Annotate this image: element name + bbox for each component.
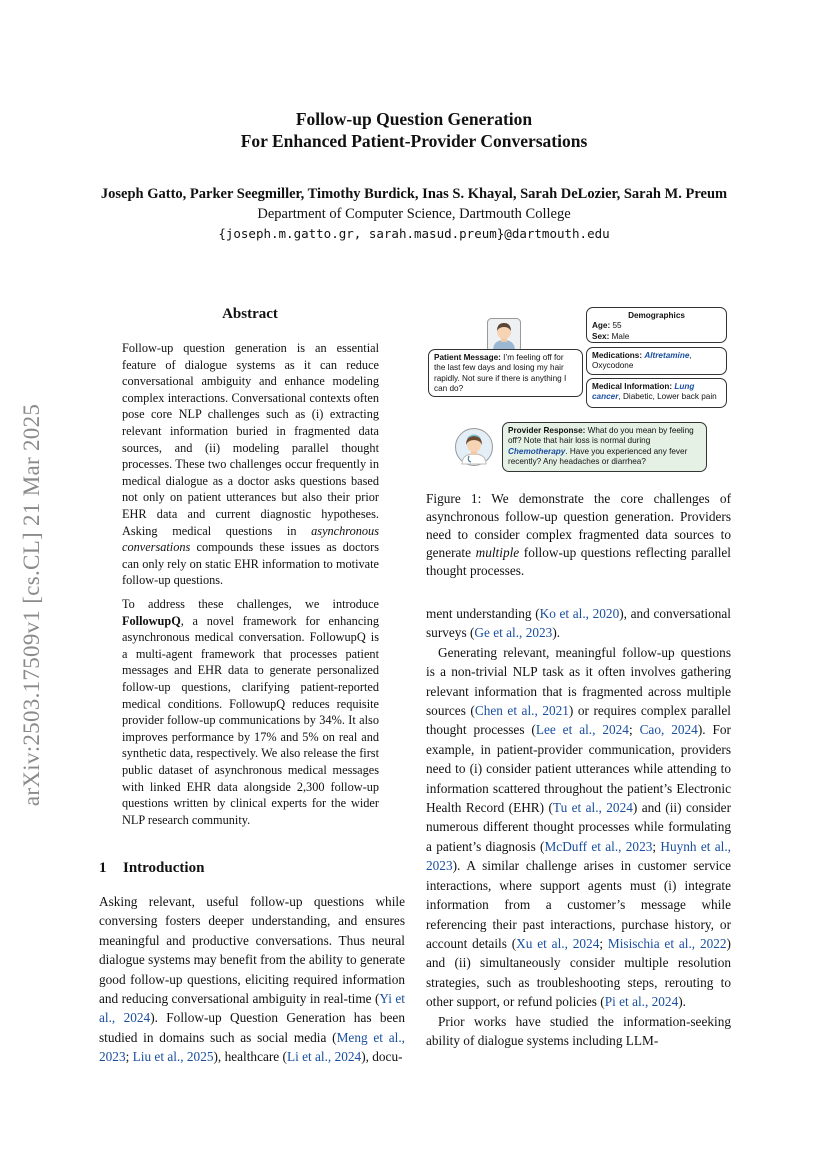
medication-keyword: Altretamine [644, 351, 690, 360]
section-title: Introduction [123, 860, 205, 876]
treatment-keyword: Chemotherapy [508, 446, 566, 456]
body-text: ) and (ii) consider numerous different thought processes while formulating a patient’s diagnosis ( [426, 800, 731, 854]
framework-name: FollowupQ [122, 613, 181, 628]
caption-text: Figure 1: We demonstrate the core challenges of asynchronous follow-up question generation. Providers need to consider complex fragmented data sources to generate [426, 491, 731, 560]
arxiv-stamp-text: arXiv:2503.17509v1 [cs.CL] 21 Mar 2025 [19, 403, 44, 807]
abstract-paragraph-2 [122, 596, 379, 828]
medical-information-text: , Diabetic, Lower back pain [618, 392, 717, 402]
provider-response-box [502, 422, 707, 472]
citation-link[interactable]: Xu et al., 2024 [516, 935, 600, 951]
medical-information-box [586, 378, 727, 408]
author-list: Joseph Gatto, Parker Seegmiller, Timothy Burdick, Inas S. Khayal, Sarah DeLozier, Sarah M. Preum [100, 186, 728, 202]
affiliation: Department of Computer Science, Dartmouth College [257, 206, 571, 222]
right-column-text [426, 604, 731, 1050]
citation-link[interactable]: Pi et al., 2024 [604, 994, 679, 1010]
body-text: ; [652, 838, 661, 854]
provider-response-label: Provider Response: [508, 426, 586, 435]
citation-link[interactable]: McDuff et al., 2023 [544, 838, 653, 854]
body-text: ). [678, 994, 686, 1010]
title-line-2: For Enhanced Patient-Provider Conversations [240, 131, 588, 151]
citation-link[interactable]: Meng et al., 2023 [99, 1029, 405, 1065]
citation-link[interactable]: Misischia et al., 2022 [607, 935, 727, 951]
medical-information-label: Medical Information: [592, 382, 673, 391]
abstract-heading: Abstract [222, 306, 278, 322]
citation-link[interactable]: Ge et al., 2023 [474, 625, 553, 641]
abstract-paragraph-1 [122, 340, 379, 589]
age-value: 55 [610, 321, 622, 331]
sex-row [592, 332, 721, 342]
age-label: Age: [592, 321, 611, 331]
arxiv-stamp [12, 360, 52, 850]
provider-response-text: What do you mean by feeling off? Note that hair loss is normal during [508, 426, 694, 446]
citation-link[interactable]: Li et al., 2024 [286, 1049, 362, 1065]
section-heading-introduction [99, 860, 204, 877]
citation-link[interactable]: Liu et al., 2025 [132, 1049, 214, 1065]
abstract-text: , a novel framework for enhancing asynchronous medical conversation. FollowupQ is a multi-agent framework that processes patient messages and EHR data to generate personalized follow-up questions, clarifying patient-reported medical conditions. FollowupQ reduces requisite provider follow-up communications by 34%. It also improves performance by 17% and 5% on real and synthetic data, respectively. We also release the first public dataset of asynchronous medical messages with linked EHR data alongside 2,300 follow-up questions written by clinical experts for the wider NLP research community. [122, 613, 379, 827]
body-text: ). A similar challenge arises in customer service interactions, where support agents must (i) integrate information from a customer’s message while referencing their past interactions, purchase history, or account details ( [426, 858, 731, 951]
body-text: ). For example, in patient-provider communication, providers need to (i) consider patient utterances while attending to information scattered throughout the patient’s Electronic Health Record (EHR) ( [426, 722, 731, 816]
body-text: ) and (ii) simultaneously consider multiple resolution strategies, such as troubleshooting steps, rerouting to other support, or refund policies ( [426, 935, 731, 1010]
abstract-text: To address these challenges, we introduce [122, 597, 379, 611]
citation-link[interactable]: Huynh et al., 2023 [426, 838, 731, 874]
section-number: 1 [99, 860, 107, 876]
citation-link[interactable]: Tu et al., 2024 [552, 800, 633, 816]
intro-paragraph [99, 892, 405, 1067]
body-text: ), and conversational surveys ( [426, 606, 731, 641]
body-text: ment understanding ( [426, 606, 540, 621]
patient-message-label: Patient Message: [434, 353, 501, 362]
provider-avatar-icon [455, 428, 493, 466]
caption-text: follow-up questions reflecting parallel thought processes. [426, 545, 731, 578]
age-row [592, 321, 721, 331]
medications-box [586, 347, 727, 375]
body-text: Asking relevant, useful follow-up questions while conversing fosters deeper understanding, and ensures meaningful and productive conversations. Thus neural dialogue systems may benefit from the ability to generate good follow-up questions, eliciting required information and reducing conversational ambiguity in real-time ( [99, 894, 405, 1007]
demographics-box [586, 307, 727, 343]
abstract-text: compounds these issues as doctors can only rely on static EHR information to motivate follow-up questions. [122, 540, 379, 588]
title-line-1: Follow-up Question Generation [295, 109, 533, 129]
author-email[interactable]: {joseph.m.gatto.gr, sarah.masud.preum}@dartmouth.edu [218, 226, 610, 241]
body-text: ; [628, 722, 640, 738]
body-text: ). [552, 625, 561, 641]
patient-message-box [428, 349, 583, 397]
citation-link[interactable]: Lee et al., 2024 [535, 722, 629, 738]
paper-title [0, 108, 828, 152]
sex-value: Male [609, 331, 630, 341]
body-text: ; [599, 935, 608, 951]
citation-link[interactable]: Yi et al., 2024 [99, 991, 405, 1026]
abstract-emphasis: asynchronous conversations [122, 523, 379, 555]
patient-message-text: I’m feeling off for the last few days and losing my hair rapidly. Not sure if there is anything I can do? [434, 353, 567, 394]
body-text: Generating relevant, meaningful follow-up questions is a non-trivial NLP task as it often involves gathering relevant information that is fragmented across multiple sources ( [426, 644, 731, 719]
body-text: ), docu- [361, 1049, 403, 1065]
citation-link[interactable]: Cao, 2024 [639, 722, 698, 738]
condition-keyword: Lung cancer [592, 382, 695, 402]
body-text: ), healthcare ( [213, 1049, 287, 1065]
body-text: Prior works have studied the information-seeking ability of dialogue systems including LLM- [426, 1013, 731, 1048]
figure-1-caption [426, 490, 731, 580]
body-text: ; [125, 1049, 133, 1065]
caption-emphasis: multiple [475, 545, 520, 560]
medications-text: , Oxycodone [592, 351, 692, 371]
citation-link[interactable]: Chen et al., 2021 [474, 703, 569, 719]
demographics-heading: Demographics [628, 311, 685, 320]
citation-link[interactable]: Ko et al., 2020 [539, 606, 620, 621]
provider-response-text: . Have you experienced any fever recently? Any headaches or diarrhea? [508, 446, 688, 467]
sex-label: Sex: [592, 331, 610, 341]
body-text: ) or requires complex parallel thought processes ( [426, 703, 731, 738]
patient-avatar-icon [487, 318, 521, 352]
body-text: ). Follow-up Question Generation has been studied in domains such as social media ( [99, 1010, 405, 1045]
abstract-text: Follow-up question generation is an essential feature of dialogue systems as it can reduce conversational ambiguity and enhance modeling complex interactions. Conversational contexts often pose core NLP challenges such as (i) extracting relevant information buried in fragmented data sources, and (ii) modeling parallel thought processes. These two challenges occur frequently in medical dialogue as a doctor asks questions based not only on patient utterances but also their prior EHR data and current diagnostic hypotheses. Asking medical questions in [122, 341, 379, 538]
medications-label: Medications: [592, 351, 643, 360]
